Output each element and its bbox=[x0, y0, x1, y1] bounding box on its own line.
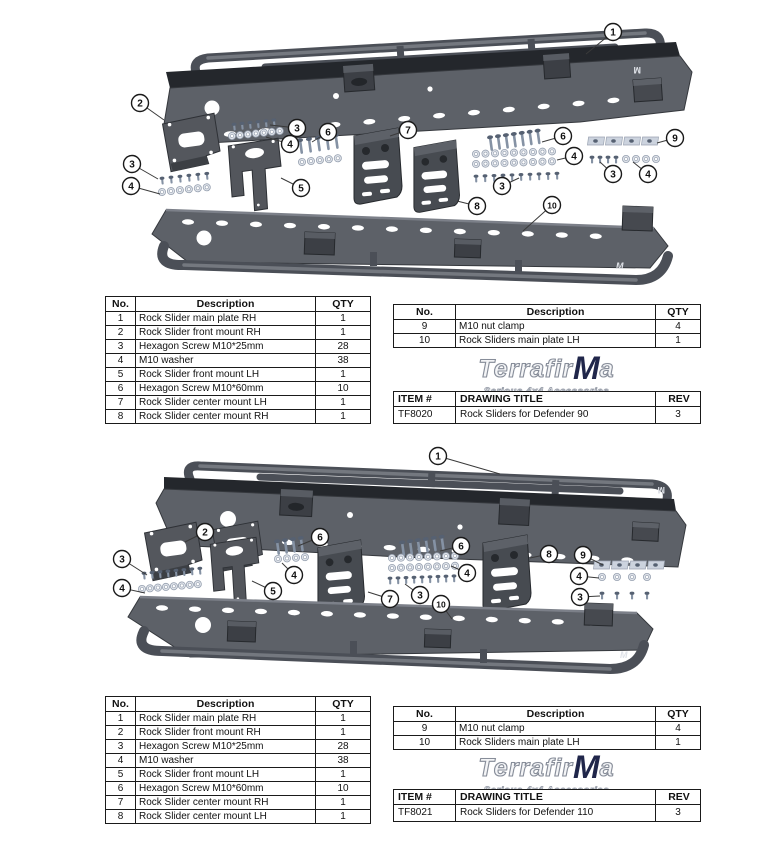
callout-number: 4 bbox=[645, 169, 651, 181]
callout-number: 9 bbox=[580, 550, 586, 562]
table-cell: 5 bbox=[106, 368, 136, 382]
callout-number: 5 bbox=[270, 586, 276, 598]
table-cell: 2 bbox=[106, 726, 136, 740]
table-cell: Rock Sliders for Defender 90 bbox=[456, 407, 656, 424]
long-screw-row bbox=[487, 128, 543, 151]
table-row bbox=[106, 340, 371, 354]
table-row bbox=[106, 726, 371, 740]
logo-m-mark: M bbox=[573, 350, 600, 386]
callout-number: 6 bbox=[458, 541, 464, 553]
table-cell: 7 bbox=[106, 396, 136, 410]
column-header: No. bbox=[394, 305, 456, 320]
table-row bbox=[106, 382, 371, 396]
table-row bbox=[394, 722, 701, 736]
nut-clamp-row bbox=[587, 137, 658, 145]
washer-row bbox=[598, 573, 650, 580]
table-row bbox=[106, 768, 371, 782]
table-header-row bbox=[394, 392, 701, 407]
parts-table-9-10-defender-110 bbox=[393, 706, 700, 750]
table-cell: M10 washer bbox=[136, 754, 316, 768]
callout-number: 6 bbox=[560, 131, 566, 143]
column-header: Description bbox=[136, 297, 316, 312]
table-header-row bbox=[106, 697, 371, 712]
table-row bbox=[106, 396, 371, 410]
table-cell: 1 bbox=[656, 334, 701, 348]
table-cell: 1 bbox=[106, 312, 136, 326]
column-header: Description bbox=[136, 697, 316, 712]
callout-number: 3 bbox=[610, 169, 616, 181]
table-row bbox=[106, 354, 371, 368]
table-cell: 1 bbox=[316, 796, 371, 810]
column-header: REV bbox=[656, 392, 701, 407]
callout-number: 4 bbox=[576, 571, 582, 583]
table-cell: 1 bbox=[316, 326, 371, 340]
callout-number: 5 bbox=[298, 183, 304, 195]
bom-table bbox=[105, 296, 371, 424]
table-cell: 38 bbox=[316, 754, 371, 768]
table-header-row bbox=[394, 707, 701, 722]
washer-row bbox=[158, 183, 211, 196]
terrafirma-logo bbox=[393, 751, 700, 783]
washer-row bbox=[388, 562, 458, 572]
table-cell: 1 bbox=[656, 736, 701, 750]
screw-row bbox=[159, 172, 209, 185]
screw-row bbox=[590, 156, 619, 164]
table-cell: 1 bbox=[316, 712, 371, 726]
callout-number: 8 bbox=[474, 201, 480, 213]
table-row bbox=[394, 320, 701, 334]
table-cell: M10 washer bbox=[136, 354, 316, 368]
callout-number: 3 bbox=[119, 554, 125, 566]
column-header: ITEM # bbox=[394, 392, 456, 407]
table-cell: Hexagon Screw M10*25mm bbox=[136, 740, 316, 754]
screw-row bbox=[600, 592, 650, 600]
table-cell: TF8021 bbox=[394, 805, 456, 822]
rail-brand-mark: M bbox=[657, 485, 665, 495]
table-cell: 28 bbox=[316, 340, 371, 354]
callout-number: 4 bbox=[571, 151, 577, 163]
callout-number: 3 bbox=[417, 590, 423, 602]
table-cell: 10 bbox=[316, 382, 371, 396]
column-header: QTY bbox=[656, 305, 701, 320]
table-cell: 3 bbox=[106, 340, 136, 354]
callout-number: 7 bbox=[405, 125, 411, 137]
table-cell: 28 bbox=[316, 740, 371, 754]
column-header: QTY bbox=[316, 297, 371, 312]
table-cell: 9 bbox=[394, 722, 456, 736]
washer-row bbox=[622, 155, 659, 162]
table-cell: 1 bbox=[316, 810, 371, 824]
table-cell: 3 bbox=[656, 407, 701, 424]
table-row bbox=[106, 712, 371, 726]
table-cell: 1 bbox=[316, 368, 371, 382]
table-cell: M10 nut clamp bbox=[456, 722, 656, 736]
bom-table bbox=[393, 789, 701, 822]
callout-number: 2 bbox=[137, 98, 143, 110]
column-header: Description bbox=[456, 305, 656, 320]
table-cell: Rock Slider main plate RH bbox=[136, 312, 316, 326]
table-row bbox=[394, 407, 701, 424]
table-cell: 1 bbox=[106, 712, 136, 726]
callout-leader-line bbox=[438, 456, 500, 474]
parts-table-1-8-defender-110 bbox=[105, 696, 370, 824]
table-cell: 4 bbox=[106, 754, 136, 768]
front-mount-rh bbox=[162, 113, 221, 172]
washer-row bbox=[472, 148, 555, 158]
table-row bbox=[106, 368, 371, 382]
logo-text-prefix: Terrafir bbox=[478, 355, 574, 383]
table-cell: Rock Sliders for Defender 110 bbox=[456, 805, 656, 822]
column-header: No. bbox=[106, 697, 136, 712]
rail-brand-mark: M bbox=[633, 65, 641, 75]
column-header: Description bbox=[456, 707, 656, 722]
table-header-row bbox=[394, 790, 701, 805]
column-header: No. bbox=[106, 297, 136, 312]
logo-text-suffix: a bbox=[599, 355, 615, 383]
washer-row bbox=[138, 580, 202, 593]
callout-number: 4 bbox=[128, 181, 134, 193]
table-cell: 8 bbox=[106, 410, 136, 424]
screw-row bbox=[474, 172, 560, 183]
table-cell: Rock Slider center mount LH bbox=[136, 396, 316, 410]
table-cell: Rock Slider front mount LH bbox=[136, 368, 316, 382]
table-cell: Hexagon Screw M10*25mm bbox=[136, 340, 316, 354]
column-header: QTY bbox=[656, 707, 701, 722]
front-mount-lh bbox=[210, 537, 260, 604]
callout-number: 2 bbox=[202, 527, 208, 539]
table-cell: 5 bbox=[106, 768, 136, 782]
table-cell: 9 bbox=[394, 320, 456, 334]
logo-text-suffix: a bbox=[599, 754, 615, 782]
callout-number: 4 bbox=[464, 568, 470, 580]
bom-table bbox=[393, 304, 701, 348]
table-cell: Rock Slider center mount RH bbox=[136, 796, 316, 810]
parts-table-1-8-defender-90 bbox=[105, 296, 370, 424]
exploded-diagram-defender-90 bbox=[100, 10, 700, 295]
table-cell: 7 bbox=[106, 796, 136, 810]
screw-row bbox=[388, 574, 457, 584]
callout-number: 6 bbox=[325, 127, 331, 139]
table-cell: Rock Slider center mount RH bbox=[136, 410, 316, 424]
table-row bbox=[394, 334, 701, 348]
table-cell: Rock Slider front mount LH bbox=[136, 768, 316, 782]
table-cell: 3 bbox=[106, 740, 136, 754]
table-row bbox=[106, 410, 371, 424]
callout-number: 3 bbox=[499, 181, 505, 193]
callout-number: 1 bbox=[435, 451, 441, 463]
washer-row bbox=[298, 154, 342, 166]
bom-table bbox=[393, 706, 701, 750]
table-row bbox=[394, 805, 701, 822]
table-cell: TF8020 bbox=[394, 407, 456, 424]
column-header: REV bbox=[656, 790, 701, 805]
table-cell: 10 bbox=[394, 736, 456, 750]
table-cell: Rock Sliders main plate LH bbox=[456, 736, 656, 750]
parts-table-9-10-defender-90 bbox=[393, 304, 700, 348]
callout-number: 10 bbox=[547, 200, 557, 211]
table-row bbox=[394, 736, 701, 750]
logo-text-prefix: Terrafir bbox=[478, 754, 574, 782]
exploded-diagram-defender-110 bbox=[100, 445, 710, 690]
center-mount-rh bbox=[414, 140, 460, 212]
bom-table bbox=[393, 391, 701, 424]
logo-m-mark: M bbox=[573, 749, 600, 785]
terrafirma-logo bbox=[393, 352, 700, 384]
table-row bbox=[106, 754, 371, 768]
callout-number: 9 bbox=[672, 133, 678, 145]
table-cell: Hexagon Screw M10*60mm bbox=[136, 382, 316, 396]
callout-number: 3 bbox=[577, 592, 583, 604]
table-row bbox=[106, 740, 371, 754]
table-cell: 6 bbox=[106, 782, 136, 796]
table-cell: 1 bbox=[316, 410, 371, 424]
column-header: DRAWING TITLE bbox=[456, 392, 656, 407]
table-header-row bbox=[106, 297, 371, 312]
callout-number: 7 bbox=[387, 594, 393, 606]
rail-brand-mark: M bbox=[620, 650, 628, 660]
callout-number: 8 bbox=[546, 549, 552, 561]
callout-number: 4 bbox=[119, 583, 125, 595]
table-cell: 10 bbox=[316, 782, 371, 796]
title-block-defender-110 bbox=[393, 789, 700, 822]
callout-number: 4 bbox=[287, 139, 293, 151]
table-row bbox=[106, 810, 371, 824]
bom-table bbox=[105, 696, 371, 824]
table-header-row bbox=[394, 305, 701, 320]
column-header: QTY bbox=[316, 697, 371, 712]
rail-main-plate-lh bbox=[152, 206, 668, 280]
table-cell: 2 bbox=[106, 326, 136, 340]
callout-number: 3 bbox=[129, 159, 135, 171]
column-header: DRAWING TITLE bbox=[456, 790, 656, 805]
table-cell: Rock Sliders main plate LH bbox=[456, 334, 656, 348]
table-cell: Rock Slider front mount RH bbox=[136, 326, 316, 340]
table-row bbox=[106, 796, 371, 810]
table-cell: 3 bbox=[656, 805, 701, 822]
front-mount-lh bbox=[228, 138, 282, 211]
table-cell: 4 bbox=[656, 722, 701, 736]
callout-number: 6 bbox=[317, 532, 323, 544]
callout-number: 10 bbox=[436, 599, 446, 610]
table-cell: 8 bbox=[106, 810, 136, 824]
table-cell: 4 bbox=[106, 354, 136, 368]
table-cell: 10 bbox=[394, 334, 456, 348]
callout-number: 4 bbox=[291, 570, 297, 582]
callout-number: 1 bbox=[610, 27, 616, 39]
center-mount-lh bbox=[354, 128, 402, 204]
table-cell: Hexagon Screw M10*60mm bbox=[136, 782, 316, 796]
table-cell: 38 bbox=[316, 354, 371, 368]
table-cell: M10 nut clamp bbox=[456, 320, 656, 334]
table-cell: 1 bbox=[316, 726, 371, 740]
table-row bbox=[106, 326, 371, 340]
washer-row bbox=[472, 158, 555, 168]
table-cell: 4 bbox=[656, 320, 701, 334]
table-row bbox=[106, 312, 371, 326]
table-cell: 1 bbox=[316, 312, 371, 326]
callout-number: 3 bbox=[294, 123, 300, 135]
table-row bbox=[106, 782, 371, 796]
column-header: ITEM # bbox=[394, 790, 456, 805]
center-mount-lh bbox=[483, 535, 531, 611]
column-header: No. bbox=[394, 707, 456, 722]
table-cell: Rock Slider center mount LH bbox=[136, 810, 316, 824]
title-block-defender-90 bbox=[393, 391, 700, 424]
table-cell: Rock Slider front mount RH bbox=[136, 726, 316, 740]
table-cell: 1 bbox=[316, 396, 371, 410]
table-cell: Rock Slider main plate RH bbox=[136, 712, 316, 726]
table-cell: 6 bbox=[106, 382, 136, 396]
rail-brand-mark: M bbox=[616, 261, 624, 271]
table-cell: 1 bbox=[316, 768, 371, 782]
